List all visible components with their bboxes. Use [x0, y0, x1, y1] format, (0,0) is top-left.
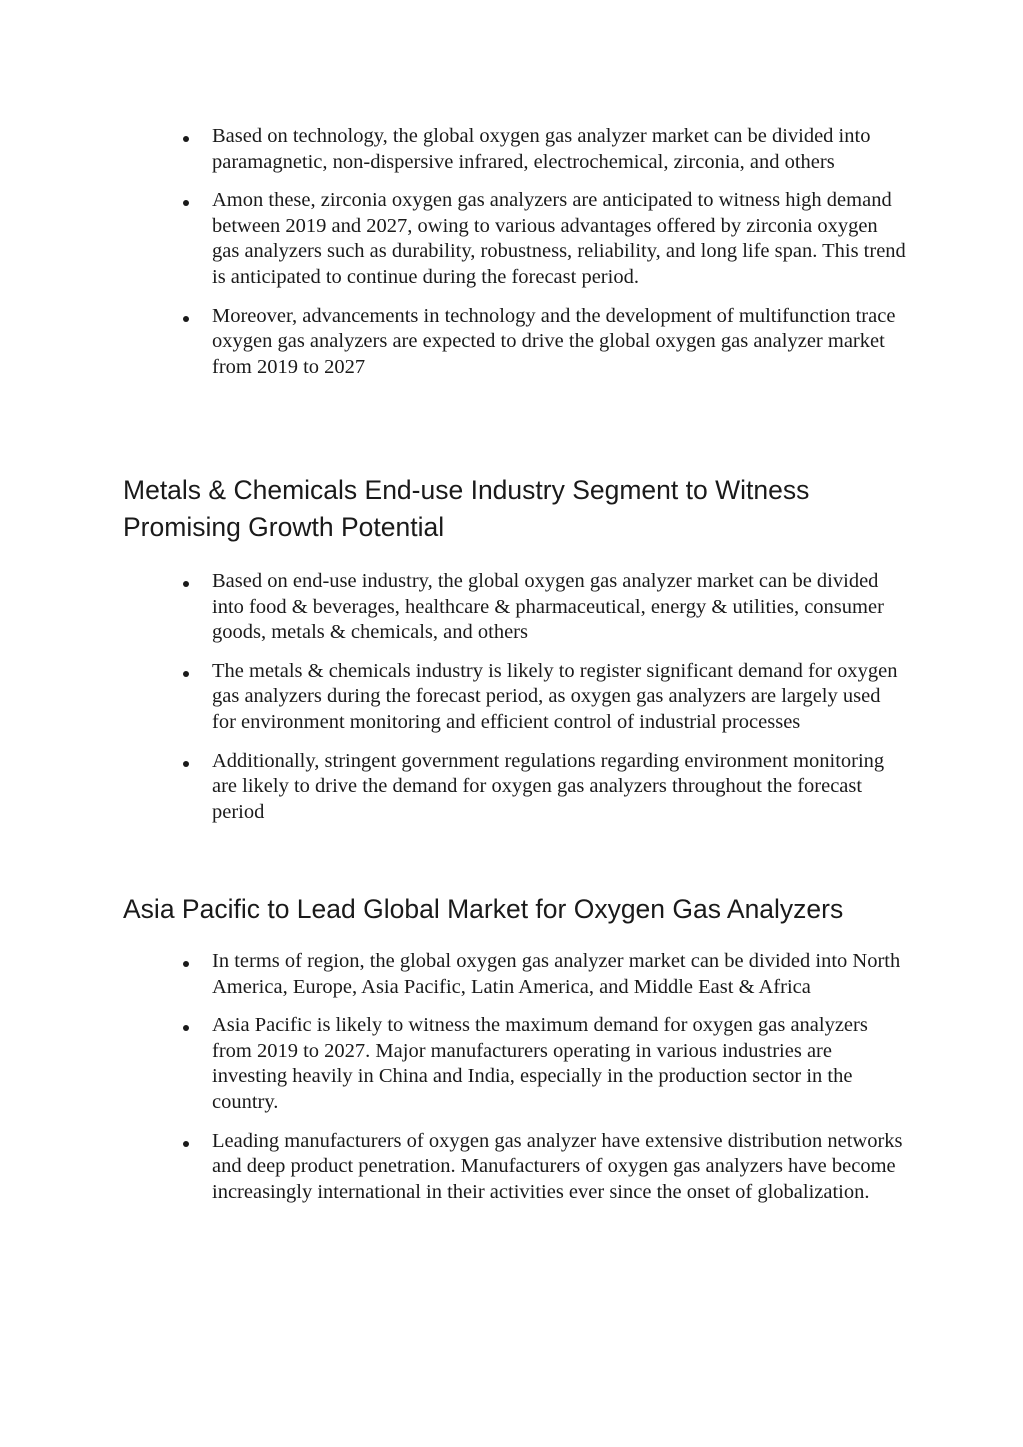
- list-item: [0, 659, 907, 736]
- bullet-icon: [183, 200, 189, 206]
- section-heading-metals-chemicals: Metals & Chemicals End-use Industry Segment to Witness Promising Growth Potential: [123, 475, 810, 542]
- bullet-icon: [183, 581, 189, 587]
- bullet-text: Moreover, advancements in technology and the development of multifunction trace oxygen gas analyzers are expected to drive the global oxygen gas analyzer market from 2019 to 2027: [212, 304, 896, 378]
- list-item: [0, 1013, 907, 1115]
- list-item: [0, 124, 907, 175]
- bullet-icon: [183, 136, 189, 142]
- bullet-icon: [183, 671, 189, 677]
- technology-bullet-list: [0, 124, 1023, 380]
- list-item: [0, 304, 907, 381]
- list-item: [0, 949, 907, 1000]
- bullet-text: Leading manufacturers of oxygen gas analyzer have extensive distribution networks and deep product penetration. Manufacturers of oxygen gas analyzers have become increasingly international in their activities ever since the onset of globalization.: [212, 1129, 903, 1203]
- list-item: [0, 569, 907, 646]
- section-heading-asia-pacific: Asia Pacific to Lead Global Market for Oxygen Gas Analyzers: [123, 894, 844, 924]
- bullet-text: Additionally, stringent government regulations regarding environment monitoring are likely to drive the demand for oxygen gas analyzers throughout the forecast period: [212, 749, 885, 823]
- bullet-text: The metals & chemicals industry is likely to register significant demand for oxygen gas analyzers during the forecast period, as oxygen gas analyzers are largely used for environment monitoring and efficient control of industrial processes: [212, 659, 898, 733]
- bullet-icon: [183, 1025, 189, 1031]
- list-item: [0, 749, 907, 826]
- list-item: [0, 188, 907, 290]
- bullet-icon: [183, 961, 189, 967]
- bullet-text: Based on end-use industry, the global oxygen gas analyzer market can be divided into food & beverages, healthcare & pharmaceutical, energy & utilities, consumer goods, metals & chemicals, and others: [212, 570, 884, 644]
- bullet-text: Asia Pacific is likely to witness the maximum demand for oxygen gas analyzers from 2019 to 2027. Major manufacturers operating in various industries are investing heavily in China and India, especially in the production sector in the country.: [212, 1014, 868, 1113]
- end-use-bullet-list: [0, 569, 1023, 825]
- bullet-icon: [183, 1141, 189, 1147]
- bullet-text: In terms of region, the global oxygen gas analyzer market can be divided into North America, Europe, Asia Pacific, Latin America, and Middle East & Africa: [212, 950, 901, 998]
- bullet-icon: [183, 761, 189, 767]
- bullet-text: Based on technology, the global oxygen gas analyzer market can be divided into paramagnetic, non-dispersive infrared, electrochemical, zirconia, and others: [212, 125, 871, 173]
- bullet-text: Amon these, zirconia oxygen gas analyzers are anticipated to witness high demand between 2019 and 2027, owing to various advantages offered by zirconia oxygen gas analyzers such as durability, robustness, reliability, and long life span. This trend is anticipated to continue during the forecast period.: [212, 189, 906, 288]
- list-item: [0, 1129, 907, 1206]
- bullet-icon: [183, 316, 189, 322]
- region-bullet-list: [0, 949, 1023, 1205]
